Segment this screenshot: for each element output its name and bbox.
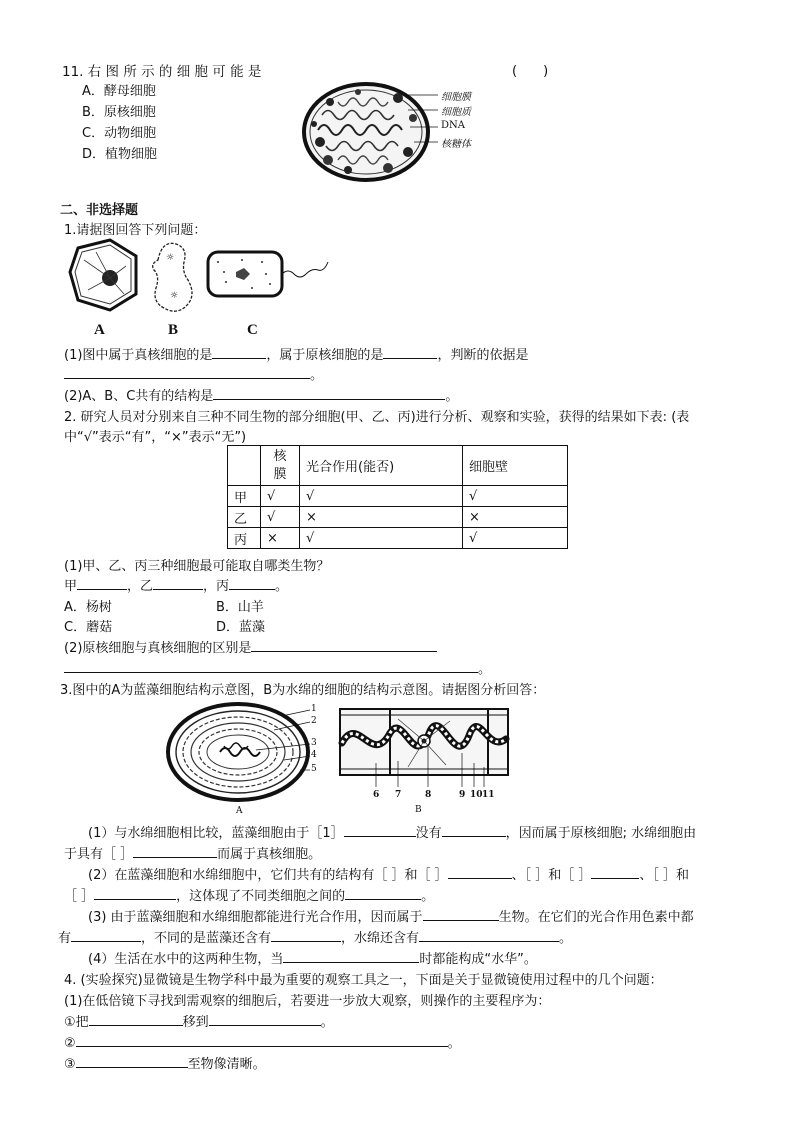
q3-s1-text-b: 没有 [415, 826, 442, 841]
q3-fig-a-num-3: 3 [311, 738, 317, 748]
q4-blank-step3[interactable] [76, 1054, 188, 1068]
q4-blank-step1-1[interactable] [89, 1012, 183, 1026]
q3-s2-text-d: ［ ］ [64, 889, 95, 904]
q3-blank-s2-4[interactable] [345, 886, 421, 900]
q3-s1-text-e: 而属于真核细胞。 [217, 847, 322, 862]
q2-result-table [227, 445, 568, 549]
svg-text:☼: ☼ [170, 291, 179, 301]
q1-fig-label-c: C [247, 322, 258, 338]
q4-step2 [64, 1032, 461, 1051]
q2-sub2-end: 。 [478, 662, 492, 677]
table-header-nuclear-membrane [261, 446, 300, 486]
q3-fig-b-num-11: 11 [482, 790, 495, 800]
q3-s2-end: 。 [421, 889, 435, 904]
svg-text:☼: ☼ [166, 253, 175, 263]
q2-sub1: (1)甲、乙、丙三种细胞最可能取自哪类生物？ [64, 559, 330, 574]
q4-blank-step2[interactable] [76, 1033, 448, 1047]
q2-option-d[interactable]: D．蓝藻 [216, 620, 266, 635]
cell: × [261, 528, 300, 549]
q3-s2-text-a: (2）在蓝藻细胞和水绵细胞中，它们共有的结构有［ ］和［ ］ [88, 868, 448, 883]
table-header-empty [228, 446, 261, 486]
q2-stem-line2: 中“√”表示“有”，“×”表示“无”) [64, 430, 247, 445]
row-label: 乙 [228, 507, 261, 528]
q3-s3-text-c: 有 [58, 931, 72, 946]
q1-sub1-text-c: ，判断的依据是 [437, 348, 529, 363]
q2-sub2-line2 [64, 658, 491, 677]
q1-sub1-line2 [64, 364, 323, 383]
q3-s4-text-a: (4）生活在水中的这两种生物，当 [88, 952, 284, 967]
q3-s3-text-b: 生物。在它们的光合作用色素中都 [498, 910, 694, 925]
q1-sub2-end: 。 [445, 389, 459, 404]
header-core-line1: 核 [273, 448, 287, 464]
q3-s2-line1 [88, 864, 689, 883]
table-header-photosynthesis: 光合作用(能否) [300, 446, 463, 486]
q1-fig-label-a: A [94, 322, 105, 338]
q1-blank-prokaryote[interactable] [383, 345, 437, 359]
q1-blank-common-structure[interactable] [213, 386, 445, 400]
q3-s3-text-e: ，水绵还含有 [341, 931, 420, 946]
table-row [228, 528, 568, 549]
q2-stem-line1: 2. 研究人员对分别来自三种不同生物的部分细胞(甲、乙、丙)进行分析、观察和实验，获得的结果如下表: (表 [64, 410, 690, 425]
q3-blank-s3-4[interactable] [419, 928, 559, 942]
row-label: 丙 [228, 528, 261, 549]
q1-sub1-end: 。 [310, 368, 324, 383]
q11-stem: 11. 右 图 所 示 的 细 胞 可 能 是 [62, 64, 262, 80]
section-title: 二、非选择题 [60, 203, 139, 218]
q1-stem: 1.请据图回答下列问题： [64, 223, 207, 238]
q3-blank-s2-2[interactable] [591, 865, 639, 879]
q4-step2-end: 。 [447, 1036, 461, 1051]
q2-blank-jia[interactable] [77, 576, 127, 590]
q3-fig-a-num-2: 2 [311, 716, 317, 726]
cell: √ [300, 486, 463, 507]
q3-fig-a-num-1: 1 [311, 704, 317, 714]
q4-step1-end: 。 [320, 1015, 334, 1030]
q3-blank-s2-1[interactable] [448, 865, 512, 879]
cell: √ [463, 528, 568, 549]
q4-step2-text: ② [64, 1036, 76, 1051]
q11-option-d[interactable]: D．植物细胞 [82, 147, 158, 162]
q3-blank-s1-1[interactable] [344, 823, 416, 837]
q3-fig-b-num-9: 9 [459, 790, 466, 800]
table-row [228, 486, 568, 507]
q3-figure-b [338, 703, 510, 787]
cell: × [300, 507, 463, 528]
q3-s3-line2 [58, 927, 572, 946]
q3-s3-end: 。 [559, 931, 573, 946]
table-header-row [228, 446, 568, 486]
q3-s2-text-c: 、［ ］和 [639, 868, 690, 883]
table-row [228, 507, 568, 528]
q3-s2-text-e: ，这体现了不同类细胞之间的 [176, 889, 346, 904]
q2-sub2 [64, 637, 437, 656]
q1-sub1-text-a: (1)图中属于真核细胞的是 [64, 348, 213, 363]
q3-s1-text-c: ，因而属于原核细胞; 水绵细胞由 [505, 826, 697, 841]
q11-option-c[interactable]: C．动物细胞 [82, 126, 157, 141]
q3-fig-b-num-7: 7 [395, 790, 402, 800]
q3-fig-a-label: A [236, 806, 243, 816]
q3-fig-b-num-6: 6 [373, 790, 380, 800]
q4-step1-text-b: 移到 [182, 1015, 209, 1030]
q4-stem: 4. (实验探究)显微镜是生物学科中最为重要的观察工具之一，下面是关于显微镜使用过程中的几个问题： [64, 973, 663, 988]
q3-fig-b-num-10: 10 [470, 790, 483, 800]
q2-fill-line [64, 575, 288, 594]
q2-blank-bing[interactable] [229, 576, 275, 590]
q3-s3-text-d: ，不同的是蓝藻还含有 [141, 931, 272, 946]
q3-s4-text-b: 时都能构成“水华”。 [419, 952, 537, 967]
q2-blank-yi[interactable] [153, 576, 203, 590]
q3-fig-b-num-8: 8 [425, 790, 432, 800]
cell: √ [261, 486, 300, 507]
q1-sub1 [64, 344, 528, 363]
q4-blank-step1-2[interactable] [209, 1012, 321, 1026]
cell: √ [463, 486, 568, 507]
q3-s1-line1 [88, 822, 696, 841]
q1-sub1-text-b: ，属于原核细胞的是 [266, 348, 384, 363]
q3-s2-line2 [64, 885, 434, 904]
q3-fig-a-num-4: 4 [311, 750, 317, 760]
q3-s1-text-d: 于具有［ ］ [64, 847, 134, 862]
q3-stem: 3.图中的A为蓝藻细胞结构示意图，B为水绵的细胞的结构示意图。请据图分析回答： [60, 683, 546, 698]
q11-option-a[interactable]: A．酵母细胞 [82, 84, 156, 99]
row-label: 甲 [228, 486, 261, 507]
q2-sub2-text: (2)原核细胞与真核细胞的区别是 [64, 641, 252, 656]
q4-step3 [64, 1053, 266, 1072]
q3-s3-line1 [88, 906, 694, 925]
cell: × [463, 507, 568, 528]
q1-sub2-text: (2)A、B、C共有的结构是 [64, 389, 214, 404]
q3-s4 [88, 948, 537, 967]
q3-figure-a [164, 700, 324, 810]
q4-sub1: (1)在低倍镜下寻找到需观察的细胞后，若要进一步放大观察，则操作的主要程序为： [64, 994, 551, 1009]
q11-label-cytoplasm: 细胞质 [441, 107, 471, 118]
q2-option-a[interactable]: A．杨树 [64, 600, 112, 615]
q3-fig-b-label: B [415, 805, 422, 815]
q3-s1-line2 [64, 843, 321, 862]
q2-option-c[interactable]: C．蘑菇 [64, 620, 113, 635]
q2-fill-jia: 甲 [64, 579, 78, 594]
q3-blank-s3-3[interactable] [271, 928, 341, 942]
header-core-line2: 膜 [273, 466, 287, 482]
q4-step3-text: ③ [64, 1057, 76, 1072]
q1-cells-figure [66, 238, 336, 318]
q3-blank-s1-3[interactable] [133, 844, 217, 858]
q1-blank-eukaryote[interactable] [212, 345, 266, 359]
q1-sub2 [64, 385, 458, 404]
q3-fig-a-num-5: 5 [311, 764, 317, 774]
q1-fig-label-b: B [168, 322, 179, 338]
cell: √ [300, 528, 463, 549]
q11-label-dna: DNA [441, 120, 465, 131]
q1-blank-basis[interactable] [64, 365, 310, 379]
q2-fill-yi: ，乙 [127, 579, 154, 594]
cell: √ [261, 507, 300, 528]
q3-blank-s1-2[interactable] [442, 823, 506, 837]
q11-option-b[interactable]: B．原核细胞 [82, 105, 156, 120]
q2-fill-end: 。 [275, 579, 289, 594]
q4-step1-text-a: ①把 [64, 1015, 89, 1030]
q3-blank-s3-1[interactable] [423, 907, 499, 921]
q2-blank-difference-1[interactable] [251, 638, 437, 652]
q3-s1-text-a: (1）与水绵细胞相比较，蓝藻细胞由于［1］ [88, 826, 344, 841]
q2-option-b[interactable]: B．山羊 [216, 600, 264, 615]
table-header-cell-wall: 细胞壁 [463, 446, 568, 486]
q4-step3-end: 至物像清晰。 [187, 1057, 266, 1072]
q3-s2-text-b: 、［ ］和［ ］ [511, 868, 592, 883]
q2-fill-bing: ，丙 [203, 579, 230, 594]
q3-blank-s4[interactable] [283, 949, 419, 963]
q11-label-ribosome: 核糖体 [441, 139, 471, 150]
q3-s3-text-a: (3) 由于蓝藻细胞和水绵细胞都能进行光合作用，因而属于 [88, 910, 423, 925]
q4-step1 [64, 1011, 334, 1030]
q11-answer-paren[interactable]: ( ) [512, 64, 549, 79]
q11-label-cell-membrane: 细胞膜 [441, 92, 471, 103]
q2-blank-difference-2[interactable] [64, 659, 478, 673]
q11-cell-figure [298, 80, 520, 184]
q3-blank-s3-2[interactable] [71, 928, 141, 942]
q3-blank-s2-3[interactable] [94, 886, 176, 900]
